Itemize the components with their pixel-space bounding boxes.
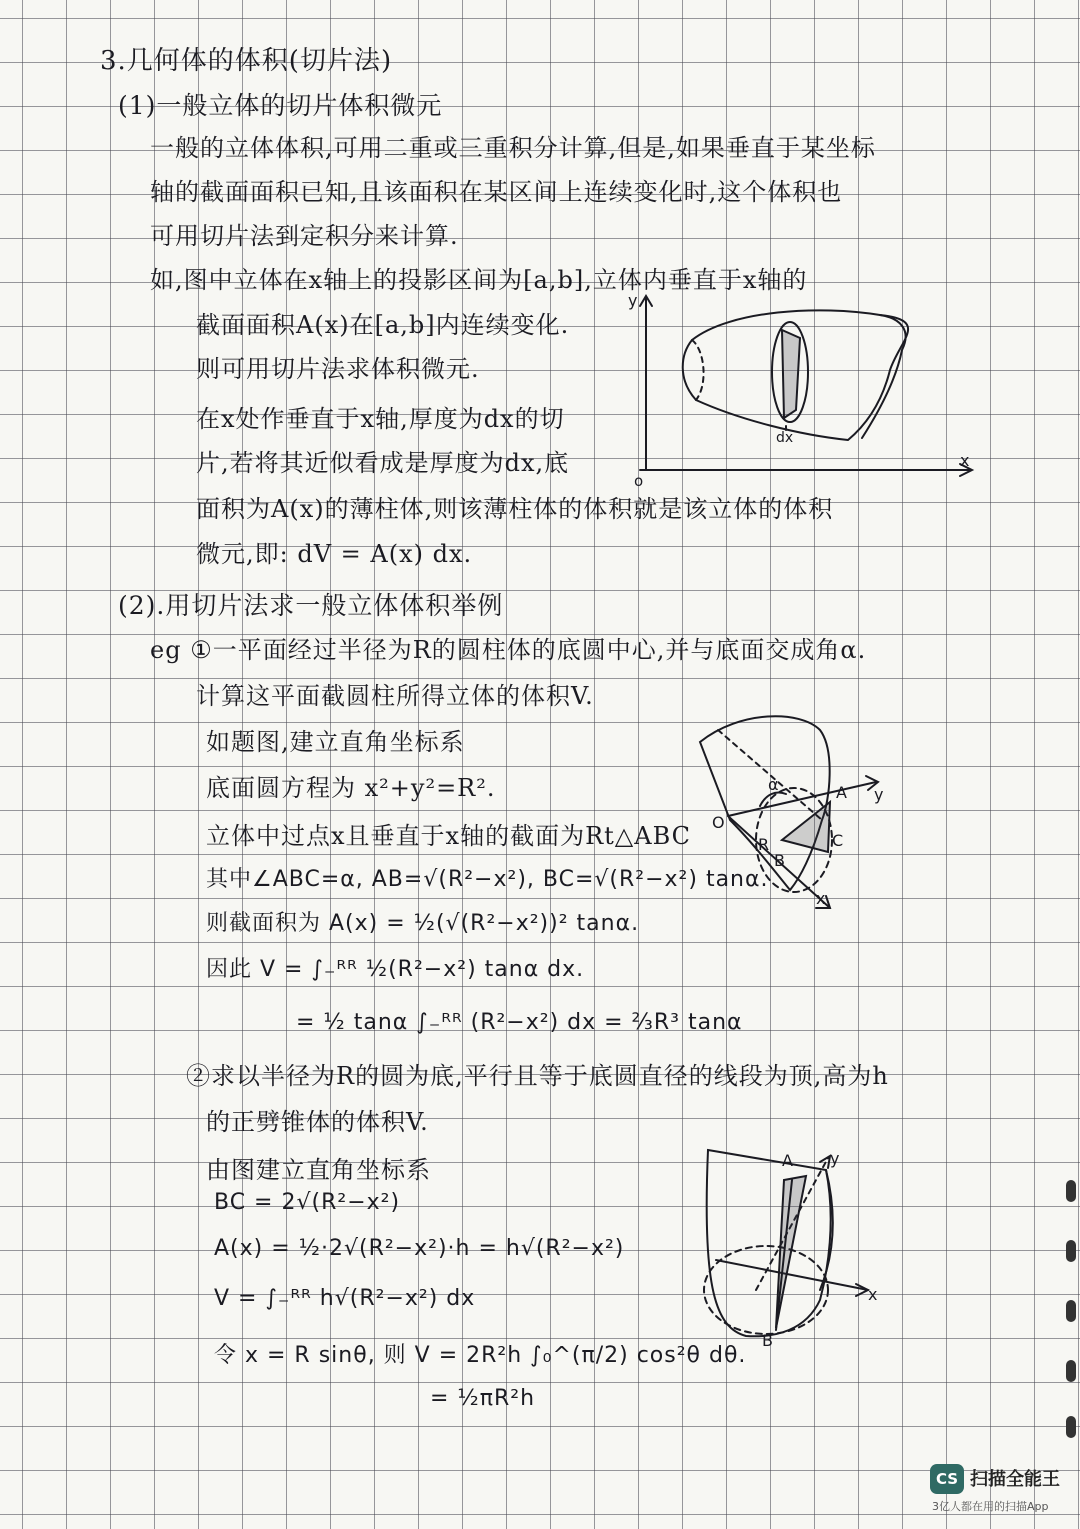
binder-hole <box>1066 1180 1076 1202</box>
fig1-x-label: x <box>960 451 970 470</box>
example2-line4: BC = 2√(R²−x²) <box>214 1190 401 1215</box>
solid-slice-figure <box>600 290 990 490</box>
example1-line8: 因此 V = ∫₋ᴿᴿ ½(R²−x²) tanα dx. <box>206 957 585 982</box>
scanner-app-name: 扫描全能王 <box>970 1469 1060 1490</box>
x-axis-arrow <box>856 1284 868 1296</box>
binder-hole <box>1066 1300 1076 1322</box>
triangle-section <box>782 802 830 852</box>
fig1-y-label: y <box>628 291 638 310</box>
example2-line3: 由图建立直角坐标系 <box>206 1156 431 1184</box>
s1-para1-line3: 可用切片法到定积分来计算. <box>150 222 459 250</box>
fig2-a-label: A <box>836 783 847 802</box>
example1-line2: 计算这平面截圆柱所得立体的体积V. <box>196 682 594 710</box>
wedge-outline <box>700 716 830 890</box>
fig1-dx-label: dx <box>776 430 794 446</box>
example2-line8: = ½πR²h <box>430 1386 536 1411</box>
scanner-logo-icon: CS <box>930 1464 964 1494</box>
example1-line6: 其中∠ABC=α, AB=√(R²−x²), BC=√(R²−x²) tanα. <box>206 867 769 892</box>
binder-hole <box>1066 1416 1076 1438</box>
example2-line5: A(x) = ½·2√(R²−x²)·h = h√(R²−x²) <box>214 1236 625 1261</box>
s1-para1-line1: 一般的立体体积,可用二重或三重积分计算,但是,如果垂直于某坐标 <box>150 134 876 162</box>
example2-line2: 的正劈锥体的体积V. <box>206 1108 429 1136</box>
y-axis <box>728 782 876 816</box>
binder-hole <box>1066 1240 1076 1262</box>
example1-line1: eg ①一平面经过半径为R的圆柱体的底圆中心,并与底面交成角α. <box>150 636 867 664</box>
section-1-heading: (1)一般立体的切片体积微元 <box>118 91 443 120</box>
example1-line7: 则截面积为 A(x) = ½(√(R²−x²))² tanα. <box>206 911 640 936</box>
fig2-y-label: y <box>874 785 884 804</box>
s1-para1-line2: 轴的截面面积已知,且该面积在某区间上连续变化时,这个体积也 <box>150 178 843 206</box>
s1-para2-line7: 微元,即: dV = A(x) dx. <box>196 540 473 568</box>
fig2-r-label: R <box>758 835 770 854</box>
solid-left-face <box>692 340 704 400</box>
s1-para2-line2: 截面面积A(x)在[a,b]内连续变化. <box>196 311 570 339</box>
binder-hole <box>1066 1360 1076 1382</box>
fig2-alpha-label: α <box>768 775 779 794</box>
example1-line9: = ½ tanα ∫₋ᴿᴿ (R²−x²) dx = ⅔R³ tanα <box>296 1010 743 1035</box>
fig2-origin-label: O <box>712 813 725 832</box>
s1-para2-line5: 片,若将其近似看成是厚度为dx,底 <box>196 449 570 477</box>
wedge-cone-figure <box>696 1140 946 1350</box>
fig1-origin-label: o <box>634 472 644 490</box>
s1-para2-line3: 则可用切片法求体积微元. <box>196 355 480 383</box>
example1-line5: 立体中过点x且垂直于x轴的截面为Rt△ABC <box>206 822 692 850</box>
example2-line6: V = ∫₋ᴿᴿ h√(R²−x²) dx <box>214 1286 476 1311</box>
fig2-c-label: C <box>832 831 844 850</box>
example2-line7: 令 x = R sinθ, 则 V = 2R²h ∫₀^(π/2) cos²θ dθ. <box>214 1343 747 1368</box>
binder-holes <box>1064 1180 1080 1440</box>
s1-para2-line1: 如,图中立体在x轴上的投影区间为[a,b],立体内垂直于x轴的 <box>150 266 808 294</box>
example2-line1: ②求以半径为R的圆为底,平行且等于底圆直径的线段为顶,高为h <box>186 1062 889 1090</box>
slice-hatch <box>782 330 800 418</box>
example1-line4: 底面圆方程为 x²+y²=R². <box>206 774 496 802</box>
scanner-tagline: 3亿人都在用的扫描App <box>932 1500 1049 1513</box>
fig3-x-label: x <box>868 1285 878 1304</box>
section-2-heading: (2).用切片法求一般立体体积举例 <box>118 591 504 620</box>
fig2-b-label: B <box>774 851 785 870</box>
x-axis <box>716 1260 868 1290</box>
note-title: 3.几何体的体积(切片法) <box>100 46 393 76</box>
fig3-b-label: B <box>762 1331 773 1350</box>
base-circle <box>704 1246 828 1334</box>
s1-para2-line6: 面积为A(x)的薄柱体,则该薄柱体的体积就是该立体的体积 <box>196 495 834 523</box>
example1-line3: 如题图,建立直角坐标系 <box>206 728 465 756</box>
wedge-outline <box>707 1150 831 1336</box>
cylinder-wedge-figure <box>690 690 930 920</box>
fig3-y-label: y <box>830 1149 840 1168</box>
fig2-x-label: x <box>816 889 826 908</box>
fig3-a-label: A <box>782 1151 793 1170</box>
scanner-watermark <box>922 1460 1072 1520</box>
s1-para2-line4: 在x处作垂直于x轴,厚度为dx的切 <box>196 405 565 433</box>
